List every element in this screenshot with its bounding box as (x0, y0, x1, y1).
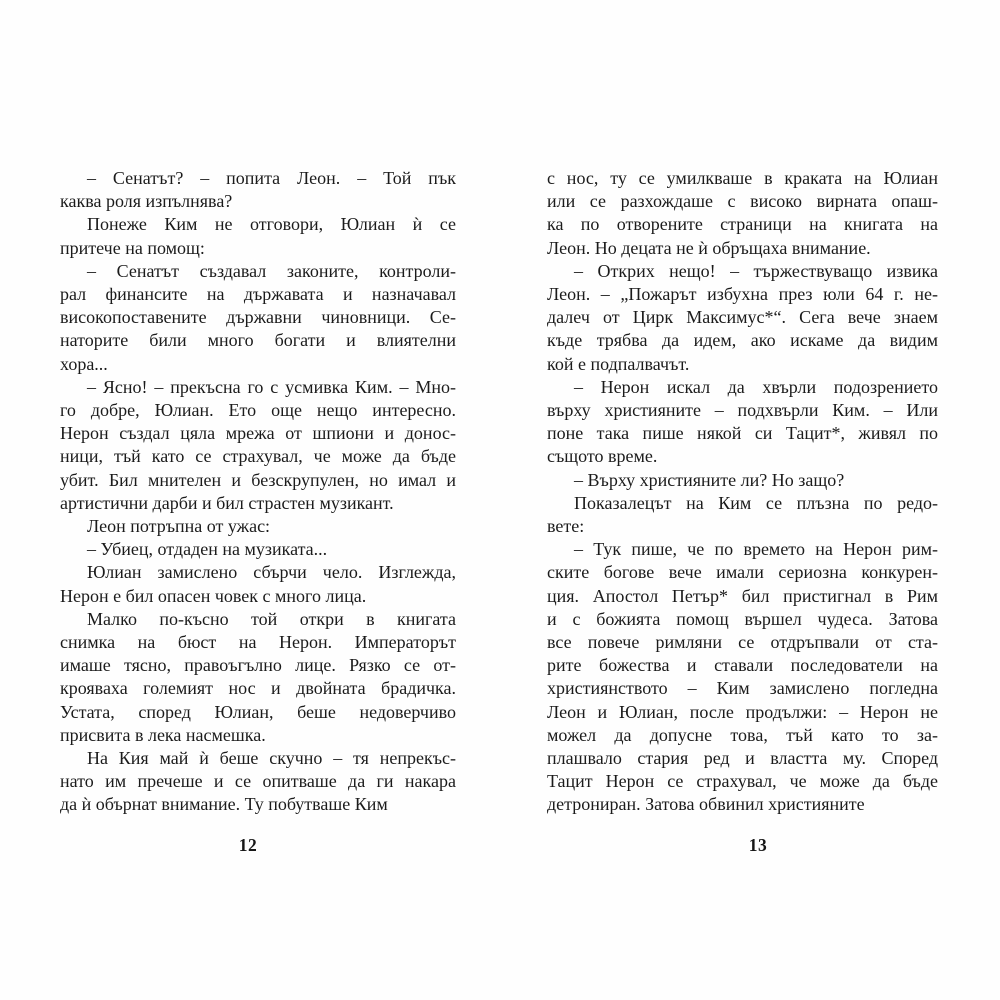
text-line: върху християните – подхвърли Ким. – Или (547, 400, 938, 421)
text-line: ските богове вече имали сериозна конкурен- (547, 562, 938, 583)
paragraph (60, 376, 456, 515)
text-line: кой е подпалвачът. (547, 353, 690, 374)
text-line: убит. Бил мнителен и безскрупулен, но имал и (60, 469, 456, 490)
text-line: – Убиец, отдаден на музиката... (87, 539, 328, 560)
paragraph (547, 260, 938, 376)
text-line: имаше тясно, правоъгълно лице. Рязко се от- (60, 655, 456, 676)
text-line: присвита в лека насмешка. (60, 724, 266, 745)
text-line: Нерон е бил опасен човек с много лица. (60, 585, 367, 606)
paragraph (60, 538, 456, 561)
text-line: далеч от Цирк Максимус*“. Сега вече знаем (547, 307, 938, 328)
text-line: ция. Апостол Петър* бил пристигнал в Рим (547, 585, 938, 606)
text-line: – Върху християните ли? Но защо? (574, 469, 845, 490)
text-line: Понеже Ким не отговори, Юлиан ѝ се (87, 214, 456, 235)
text-line: нато им пречеше и се опитваше да ги накара (60, 771, 456, 792)
text-line: артистични дарби и бил страстен музикант. (60, 492, 394, 513)
text-line: и с божията помощ вършел чудеса. Затова (547, 608, 938, 629)
text-line: – Открих нещо! – тържествуващо извика (574, 260, 938, 281)
text-line: рал финансите на държавата и назначавал (60, 284, 456, 305)
text-line: – Ясно! – прекъсна го с усмивка Ким. – Мно- (87, 376, 456, 397)
paragraph (60, 747, 456, 817)
paragraph (60, 167, 456, 213)
right-page-text (547, 167, 938, 817)
text-line: – Сенатът? – попита Леон. – Той пък (87, 168, 456, 188)
paragraph (547, 469, 938, 492)
page-number-left: 12 (238, 835, 258, 855)
text-line: вете: (547, 516, 585, 537)
text-line: къде трябва да идем, ако искаме да видим (547, 330, 938, 351)
text-line: хора... (60, 353, 108, 374)
paragraph (60, 561, 456, 607)
text-line: – Сенатът създавал законите, контроли- (87, 260, 456, 281)
text-line: детрониран. Затова обвинил християните (547, 794, 865, 815)
text-line: крояваха големият нос и двойната брадичка. (60, 678, 456, 699)
text-line: Леон потръпна от ужас: (87, 516, 271, 537)
paragraph (60, 260, 456, 376)
text-line: поне така пише някой си Тацит*, живял по (547, 423, 938, 444)
left-page-text (60, 167, 456, 817)
text-line: Нерон създал цяла мрежа от шпиони и донос- (60, 423, 456, 444)
text-line: ници, тъй като се страхувал, че може да бъде (60, 446, 456, 467)
text-line: можел да допусне това, тъй като то за- (547, 724, 938, 745)
paragraph (547, 167, 938, 260)
text-line: каква роля изпълнява? (60, 191, 233, 212)
text-line: Леон. Но децата не ѝ обръщаха внимание. (547, 237, 871, 258)
text-line: Юлиан замислено сбърчи чело. Изглежда, (87, 562, 456, 583)
page-number-right: 13 (748, 835, 768, 855)
text-line: Малко по-късно той откри в книгата (87, 608, 456, 629)
text-line: плашвало стария ред и властта му. Според (547, 748, 938, 769)
text-line: – Нерон искал да хвърли подозрението (574, 376, 938, 397)
text-line: с нос, ту се умилкваше в краката на Юлиан (547, 168, 938, 188)
text-line: снимка на бюст на Нерон. Императорът (60, 632, 456, 653)
text-line: го добре, Юлиан. Ето още нещо интересно. (60, 400, 456, 421)
text-line: наторите били много богати и влиятелни (60, 330, 456, 351)
text-line: Показалецът на Ким се плъзна по редо- (574, 492, 938, 513)
paragraph (547, 376, 938, 469)
text-line: притече на помощ: (60, 237, 205, 258)
paragraph (547, 492, 938, 538)
text-line: На Кия май ѝ беше скучно – тя непрекъс- (87, 748, 456, 769)
text-line: същото време. (547, 446, 658, 467)
text-line: Леон и Юлиан, после продължи: – Нерон не (547, 701, 938, 722)
paragraph (60, 515, 456, 538)
text-line: – Тук пише, че по времето на Нерон рим- (574, 539, 938, 560)
text-line: все повече римляни се отдръпвали от ста- (547, 632, 938, 653)
paragraph (60, 213, 456, 259)
text-line: християнството – Ким замислено погледна (547, 678, 938, 699)
text-line: да ѝ обърнат внимание. Ту побутваше Ким (60, 794, 388, 815)
text-line: Леон. – „Пожарът избухна през юли 64 г. не- (547, 284, 938, 305)
text-line: Устата, според Юлиан, беше недоверчиво (60, 701, 456, 722)
text-line: ка по отворените страници на книгата на (547, 214, 938, 235)
text-line: рите божества и ставали последователи на (547, 655, 938, 676)
text-line: Тацит Нерон се страхувал, че може да бъде (547, 771, 938, 792)
paragraph (547, 538, 938, 816)
text-line: високопоставените държавни чиновници. Се- (60, 307, 456, 328)
paragraph (60, 608, 456, 747)
text-line: или се разхождаше с високо вирната опаш- (547, 191, 938, 212)
